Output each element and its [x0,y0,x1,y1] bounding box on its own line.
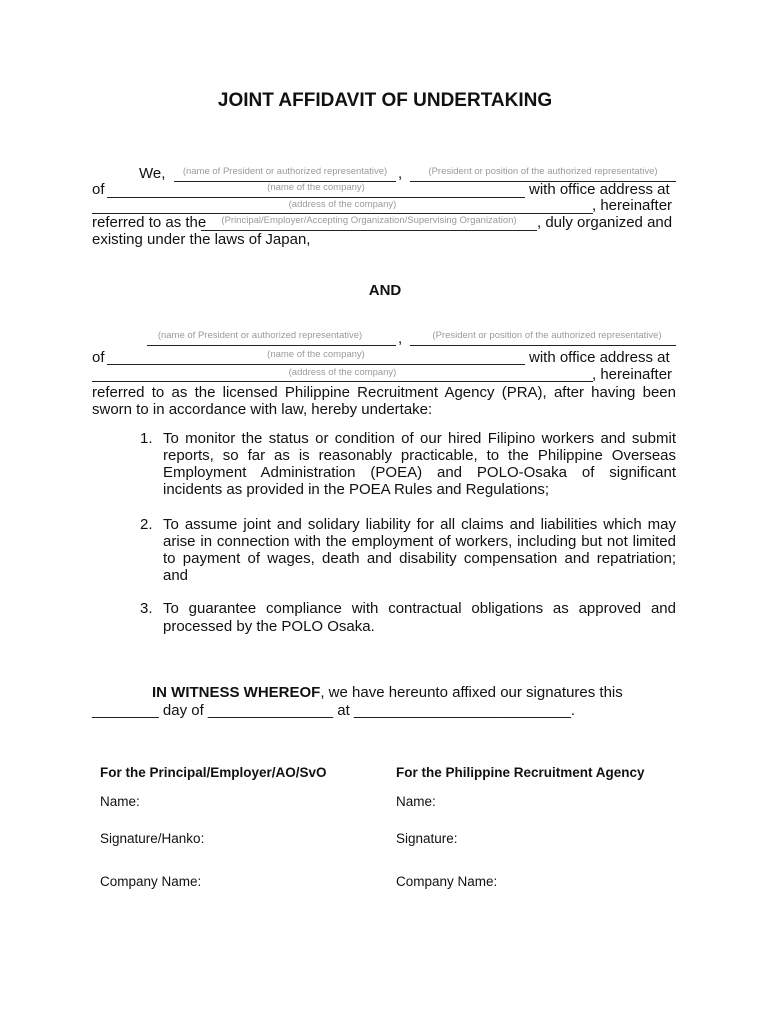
item-1-line: reports, so far as is reasonably practicable, to the Philippine Overseas [163,447,676,464]
item-1-line: incidents as provided in the POEA Rules and Regulations; [163,481,550,498]
hereinafter-label: , hereinafter [592,197,673,214]
president-name-placeholder-2: (name of President or authorized representative) [157,330,363,341]
witness-line-1 [152,684,623,701]
witness-line-2: ________ day of _______________ at __________________________. [92,702,575,719]
duly-organized-label: , duly organized and [537,214,673,231]
witness-heading: IN WITNESS WHEREOF [152,684,321,701]
and-label: AND [368,282,402,299]
we-label: We, [139,165,166,182]
item-3-number: 3. [140,600,153,617]
item-2-line: and [163,567,189,584]
position-line-2 [410,345,676,346]
item-3-line: To guarantee compliance with contractual obligations as approved and [163,600,676,617]
item-1-line: To monitor the status or condition of our hired Filipino workers and submit [163,430,676,447]
item-2-line: to payment of wages, death and disability compensation and repatriation; [163,550,676,567]
of-label: of [92,181,105,198]
office-address-label: with office address at [529,181,670,198]
president-name-line-2 [147,345,396,346]
item-2-number: 2. [140,516,153,533]
hereinafter-label-2: , hereinafter [592,366,673,383]
of-label-2: of [92,349,105,366]
agency-signature-header: For the Philippine Recruitment Agency [396,765,645,780]
company-name-placeholder-2: (name of the company) [267,349,365,360]
company-name-placeholder: (name of the company) [267,182,365,193]
agency-name-label: Name: [396,794,436,809]
item-1-line: Employment Administration (POEA) and POLO-Osaka of significant [163,464,676,481]
referred-label: referred to as the [92,214,207,231]
comma-2: , [398,330,403,347]
item-2-line: arise in connection with the employment of workers, including but not limited [163,533,676,550]
principal-signature-header: For the Principal/Employer/AO/SvO [100,765,327,780]
company-address-line-2 [92,381,593,382]
company-name-line [107,197,525,198]
office-address-label-2: with office address at [529,349,670,366]
president-name-placeholder: (name of President or authorized representative) [182,166,388,177]
pra-line-1: referred to as the licensed Philippine Recruitment Agency (PRA), after having been [92,384,676,401]
item-1-number: 1. [140,430,153,447]
position-placeholder: (President or position of the authorized representative) [428,166,658,177]
principal-company-label: Company Name: [100,874,202,889]
existing-label: existing under the laws of Japan, [92,231,311,248]
agency-signature-label: Signature: [396,831,458,846]
role-placeholder: (Principal/Employer/Accepting Organization/Supervising Organization) [221,215,517,226]
company-address-placeholder: (address of the company) [288,199,397,210]
witness-text: , we have hereunto affixed our signatures this [320,684,623,701]
pra-line-2: sworn to in accordance with law, hereby undertake: [92,401,433,418]
item-2-line: To assume joint and solidary liability for all claims and liabilities which may [163,516,676,533]
document-title: JOINT AFFIDAVIT OF UNDERTAKING [217,90,553,111]
agency-company-label: Company Name: [396,874,498,889]
comma: , [398,165,403,182]
company-address-placeholder-2: (address of the company) [288,367,397,378]
principal-name-label: Name: [100,794,140,809]
position-placeholder-2: (President or position of the authorized representative) [432,330,662,341]
principal-signature-label: Signature/Hanko: [100,831,205,846]
company-name-line-2 [107,364,525,365]
item-3-line: processed by the POLO Osaka. [163,618,375,635]
